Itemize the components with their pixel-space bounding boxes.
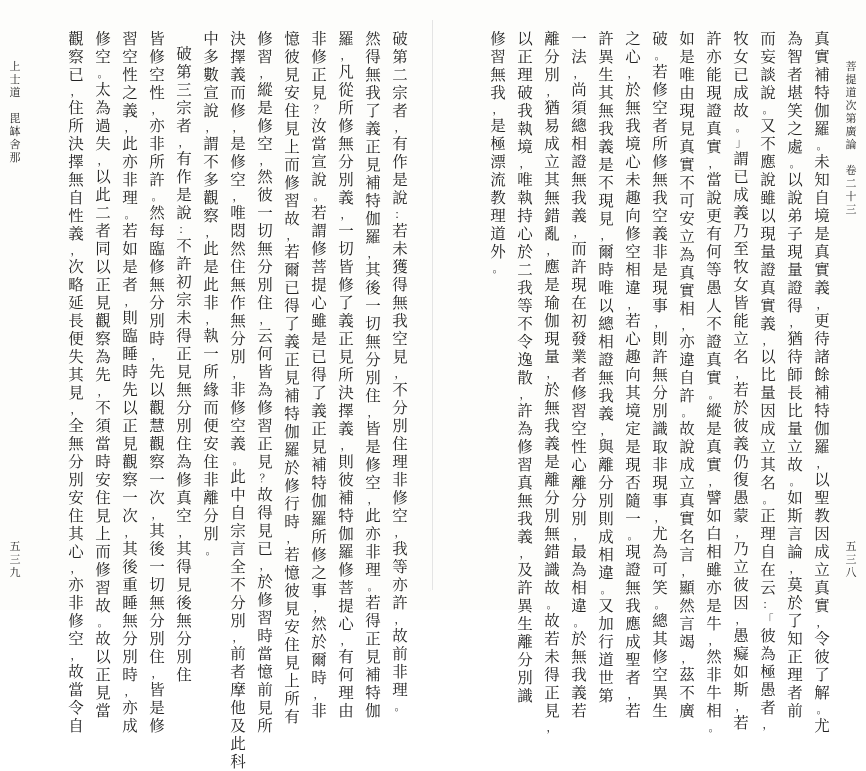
right-page-column: 如 是 唯 由 現 見 真 實 不 可 安 立 為 真 實 相 ， 亦 違 自 許 。 故 說 成 立 真 實 名 言 ， 顯 然 言 竭 ， 茲 不 廣 bbox=[679, 30, 695, 720]
running-header: 菩 提 道 次 第 廣 論 卷 二 十 三 bbox=[845, 60, 857, 216]
right-page-column: 一 法 ， 尚 須 總 相 證 無 我 義 ， 而 許 現 在 初 發 業 者 修 習 空 性 心 離 分 別 ， 最 為 相 違 。 於 無 我 義 若 bbox=[571, 30, 587, 720]
right-page-column: 修 習 無 我 ， 是 極 漂 流 教 理 道 外 。 bbox=[490, 30, 506, 275]
left-page-column: 皆 修 空 性 ， 亦 非 所 許 。 然 每 臨 修 無 分 別 時 ， 先 以 觀 慧 觀 察 一 次 ， 其 後 一 切 無 分 別 住 ， 皆 是 修 bbox=[149, 30, 165, 735]
left-page-column: 觀 察 已 ， 住 所 決 擇 無 自 性 義 ， 次 略 延 長 便 失 其 見 ， 全 無 分 別 安 住 其 心 ， 亦 非 修 空 ， 故 當 令 自 bbox=[68, 30, 84, 735]
right-page bbox=[434, 0, 866, 735]
left-page-column: 中 多 數 宣 說 ， 謂 不 多 觀 察 ， 此 是 此 非 ， 執 一 所 緣 而 便 安 住 非 離 分 別 。 bbox=[203, 30, 219, 557]
right-page-column: 許 亦 能 現 證 真 實 ， 當 說 更 有 何 等 愚 人 不 證 真 實 。 縱 是 真 實 ， 譬 如 白 相 雖 亦 是 牛 ， 然 非 牛 相 。 bbox=[706, 30, 722, 734]
right-page-column: 為 智 者 堪 笑 之 處 。 以 說 弟 子 現 量 證 得 ， 猶 待 師 長 比 量 立 故 。 如 斯 言 論 ， 莫 於 了 知 正 理 者 前 bbox=[787, 30, 803, 720]
left-page-column: 非 修 正 見 ？ 汝 當 宣 說 。 若 謂 修 菩 提 心 雖 是 已 得 了 義 正 見 補 特 伽 羅 所 修 之 事 ， 然 於 爾 時 ， 非 bbox=[311, 30, 327, 720]
page-gutter bbox=[432, 20, 433, 590]
right-page-column: 許 異 生 其 無 我 義 是 不 現 見 ， 爾 時 唯 以 總 相 證 無 我 義 ， 與 離 分 別 則 成 相 違 。 又 加 行 道 世 第 bbox=[598, 30, 614, 705]
right-page-column: 之 心 ， 於 無 我 境 心 未 趣 向 修 空 相 違 ， 若 心 趣 向 其 境 定 是 現 否 隨 一 。 現 證 無 我 應 成 聖 者 ， 若 bbox=[625, 30, 641, 720]
right-page-column: 以 正 理 破 我 執 境 ， 唯 執 持 心 於 二 我 等 不 令 逸 散 ， 許 為 修 習 真 無 我 義 ， 及 許 異 生 離 分 別 識 bbox=[517, 30, 533, 705]
left-page-column: 羅 ， 凡 從 所 修 無 分 別 義 ， 一 切 皆 修 了 義 正 見 所 決 擇 義 ， 則 彼 補 特 伽 羅 修 菩 提 心 ， 有 何 理 由 bbox=[338, 30, 354, 720]
left-page-column: 修 習 ， 縱 是 修 空 ， 然 彼 一 切 無 分 別 住 ， 云 何 皆 為 修 習 正 見 ？ 故 得 見 已 ， 於 修 習 時 當 憶 前 見 所 bbox=[257, 30, 273, 735]
left-page-column: 決 擇 義 而 修 ， 是 修 空 ， 唯 悶 然 住 無 作 無 分 別 ， 非 修 空 義 。 此 中 自 宗 言 全 不 分 別 ， 前 者 摩 他 及 此 科 bbox=[230, 30, 246, 771]
right-page-column: 破 。 若 修 空 者 所 修 無 我 空 義 非 是 現 事 ， 則 許 無 分 別 識 取 非 現 事 ， 尤 為 可 笑 。 總 其 修 空 異 生 bbox=[652, 30, 668, 720]
left-page-column: 破 第 三 宗 者 ， 有 作 是 說 ： 不 許 初 宗 未 得 正 見 無 分 別 住 為 修 真 空 ， 其 得 見 後 無 分 別 住 bbox=[176, 45, 192, 684]
right-page-column: 真 實 補 特 伽 羅 。 未 知 自 境 是 真 實 義 ， 更 待 諸 餘 補 特 伽 羅 ， 以 聖 教 因 成 立 真 實 ， 令 彼 了 解 。 尤 bbox=[814, 30, 830, 735]
left-page-column: 然 得 無 我 了 義 正 見 補 特 伽 羅 ， 其 後 一 切 無 分 別 住 ， 皆 是 修 空 ， 此 亦 非 理 。 若 得 正 見 補 特 伽 bbox=[365, 30, 381, 720]
right-page-column: 牧 女 已 成 故 。 」 謂 已 成 義 乃 至 牧 女 皆 能 立 名 ， 若 於 彼 義 仍 復 愚 蒙 ， 乃 立 彼 因 ， 愚 癡 如 斯 ， 若 bbox=[733, 30, 749, 732]
right-page-number: 五 三 八 bbox=[845, 540, 857, 579]
right-page-column: 而 妄 談 說 。 又 不 應 說 雖 以 現 量 證 真 實 義 ， 以 比 量 因 成 立 其 名 。 正 理 自 在 云 ： 「 彼 為 極 愚 者 ， bbox=[760, 30, 776, 731]
left-page-margin-label: 上 士 道 毘 缽 舍 那 bbox=[9, 60, 21, 164]
left-page-column: 修 空 。 太 為 過 失 ， 以 此 二 者 同 以 正 見 觀 察 為 先 ， 不 須 當 時 安 住 見 上 而 修 習 故 。 故 以 正 見 當 bbox=[95, 30, 111, 720]
left-page bbox=[0, 0, 432, 771]
left-page-number: 五 三 九 bbox=[9, 540, 21, 579]
left-page-column: 破 第 二 宗 者 ， 有 作 是 說 ： 若 未 獲 得 無 我 空 見 ， 不 分 別 住 理 非 修 空 ， 我 等 亦 許 ， 故 前 非 理 。 bbox=[392, 30, 408, 713]
left-page-column: 習 空 性 之 義 ， 此 亦 非 理 。 若 如 是 者 ， 則 臨 睡 時 先 以 正 見 觀 察 一 次 ， 其 後 重 睡 無 分 別 時 ， 亦 成 bbox=[122, 30, 138, 735]
left-page-column: 憶 彼 見 安 住 見 上 而 修 習 故 ， 若 爾 已 得 了 義 正 見 補 特 伽 羅 於 修 行 時 ， 若 憶 彼 見 安 住 見 上 所 有 bbox=[284, 30, 300, 726]
right-page-column: 離 分 別 ， 猶 易 成 立 其 無 錯 亂 ， 應 是 瑜 伽 現 量 ， 於 無 我 義 是 離 分 別 無 錯 識 故 。 故 若 未 得 正 見 ， bbox=[544, 30, 560, 734]
